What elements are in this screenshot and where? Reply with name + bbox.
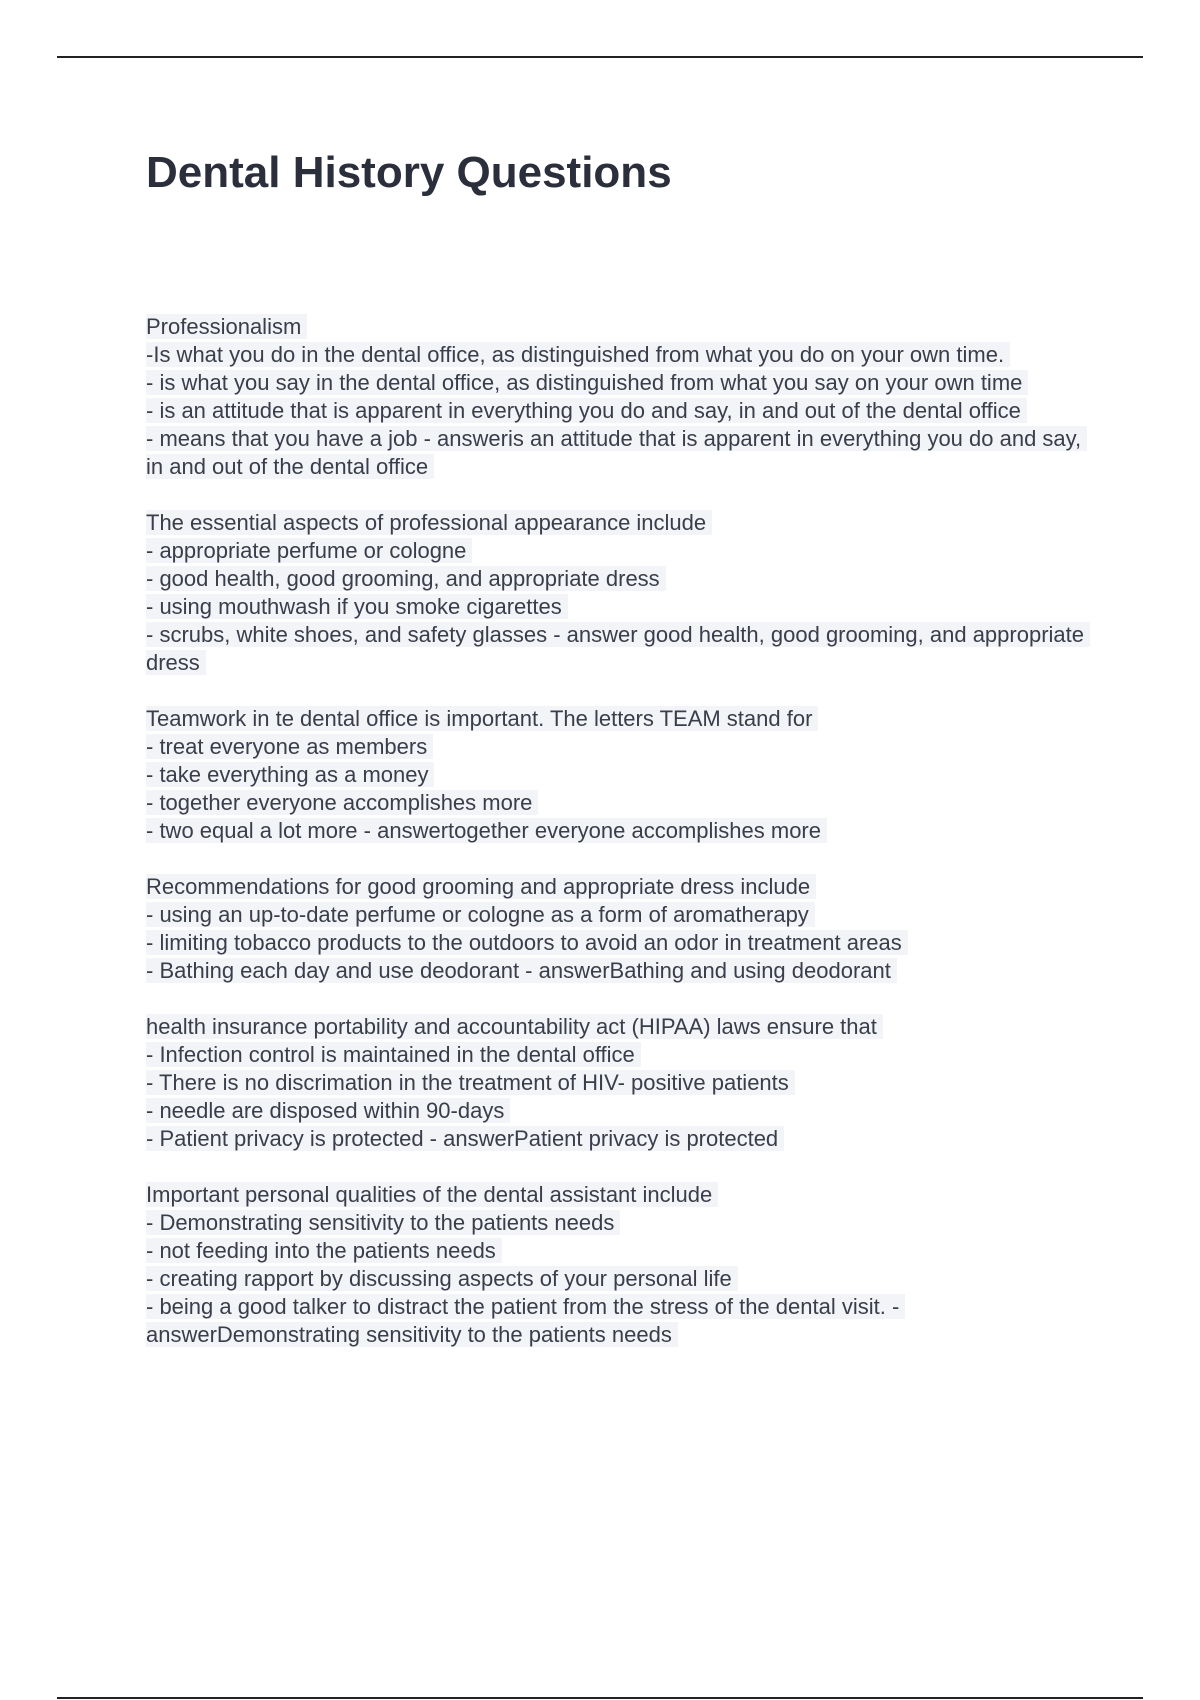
option-line: - good health, good grooming, and appropriate dress [146, 565, 1091, 593]
question-line: health insurance portability and accountability act (HIPAA) laws ensure that [146, 1013, 1091, 1041]
option-line: - Infection control is maintained in the dental office [146, 1041, 1091, 1069]
document-title: Dental History Questions [146, 148, 672, 197]
option-answer-line: - Bathing each day and use deodorant - answerBathing and using deodorant [146, 957, 1091, 985]
question-block [146, 1013, 1091, 1153]
question-block [146, 873, 1091, 985]
question-list [146, 313, 1091, 1377]
option-line: - is an attitude that is apparent in everything you do and say, in and out of the dental office [146, 397, 1091, 425]
option-answer-line: - two equal a lot more - answertogether everyone accomplishes more [146, 817, 1091, 845]
question-block [146, 313, 1091, 481]
option-answer-line: - scrubs, white shoes, and safety glasses - answer good health, good grooming, and appropriate dress [146, 621, 1091, 677]
option-line: - creating rapport by discussing aspects of your personal life [146, 1265, 1091, 1293]
option-answer-line: - means that you have a job - answeris an attitude that is apparent in everything you do and say, in and out of the dental office [146, 425, 1091, 481]
option-line: - using an up-to-date perfume or cologne as a form of aromatherapy [146, 901, 1091, 929]
option-line: - appropriate perfume or cologne [146, 537, 1091, 565]
option-line: - using mouthwash if you smoke cigarettes [146, 593, 1091, 621]
option-answer-line: - being a good talker to distract the patient from the stress of the dental visit. - answerDemonstrating sensitivity to the patients needs [146, 1293, 1091, 1349]
question-line: The essential aspects of professional appearance include [146, 509, 1091, 537]
question-line: Recommendations for good grooming and appropriate dress include [146, 873, 1091, 901]
option-line: -Is what you do in the dental office, as distinguished from what you do on your own time. [146, 341, 1091, 369]
question-line: Important personal qualities of the dental assistant include [146, 1181, 1091, 1209]
option-answer-line: - Patient privacy is protected - answerPatient privacy is protected [146, 1125, 1091, 1153]
bottom-rule [57, 1697, 1143, 1699]
option-line: - is what you say in the dental office, as distinguished from what you say on your own time [146, 369, 1091, 397]
question-block [146, 705, 1091, 845]
option-line: - Demonstrating sensitivity to the patients needs [146, 1209, 1091, 1237]
option-line: - limiting tobacco products to the outdoors to avoid an odor in treatment areas [146, 929, 1091, 957]
option-line: - There is no discrimation in the treatment of HIV- positive patients [146, 1069, 1091, 1097]
option-line: - take everything as a money [146, 761, 1091, 789]
option-line: - needle are disposed within 90-days [146, 1097, 1091, 1125]
question-block [146, 1181, 1091, 1349]
option-line: - together everyone accomplishes more [146, 789, 1091, 817]
option-line: - not feeding into the patients needs [146, 1237, 1091, 1265]
question-block [146, 509, 1091, 677]
question-line: Teamwork in te dental office is important. The letters TEAM stand for [146, 705, 1091, 733]
top-rule [57, 56, 1143, 58]
question-line: Professionalism [146, 313, 1091, 341]
option-line: - treat everyone as members [146, 733, 1091, 761]
